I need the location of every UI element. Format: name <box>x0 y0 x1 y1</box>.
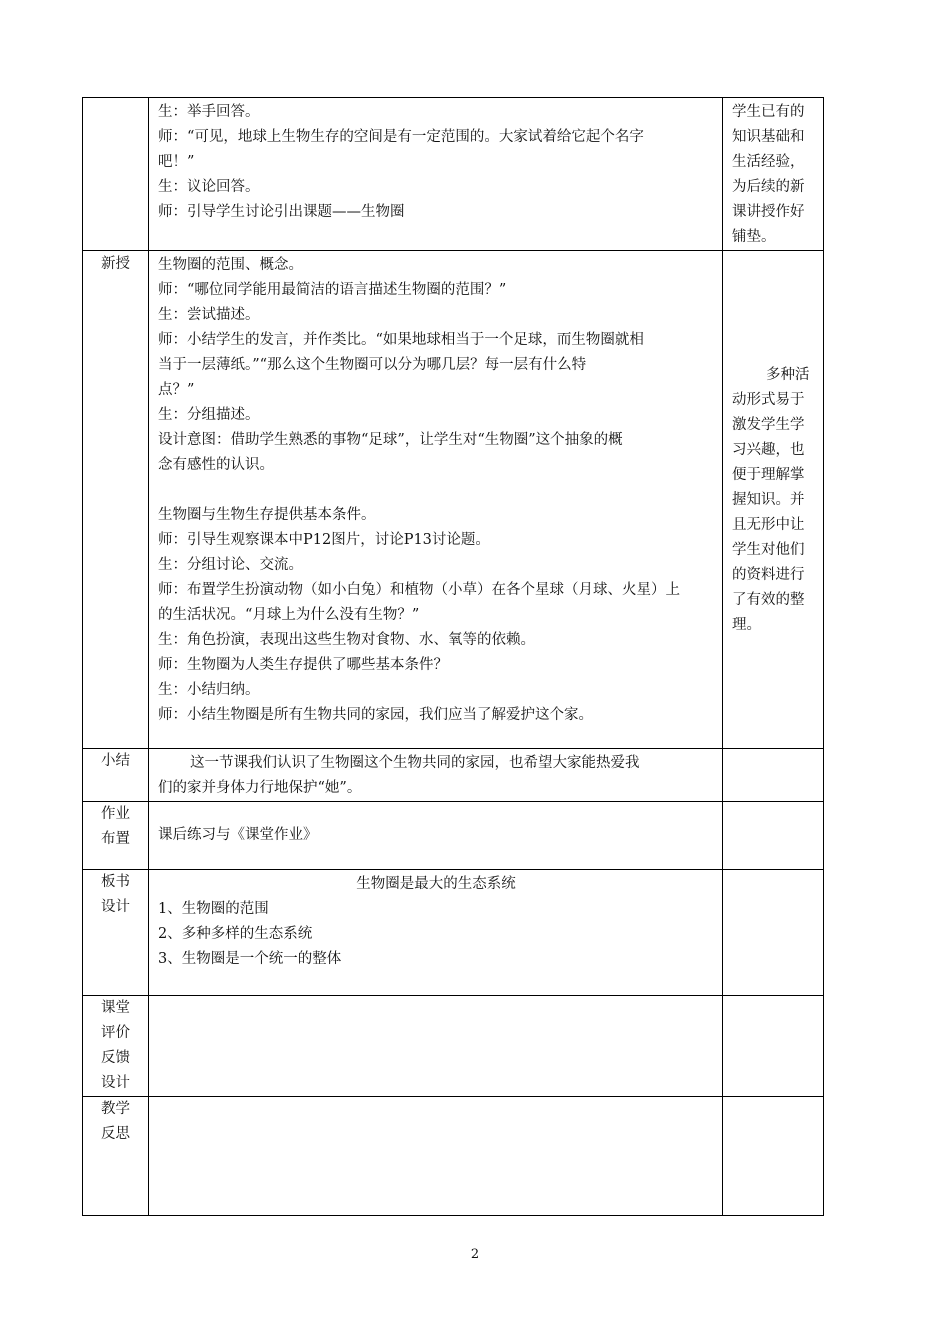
new-lesson-note-line: 动形式易于 <box>732 392 805 408</box>
new-lesson-line: 师：小结学生的发言，并作类比。“如果地球相当于一个足球，而生物圈就相 <box>158 332 644 348</box>
new-lesson-note-line: 习兴趣，也 <box>732 442 805 458</box>
row-homework <box>83 802 824 870</box>
new-lesson-line: 生：小结归纳。 <box>158 682 260 698</box>
new-lesson-note-line: 学生对他们 <box>732 542 805 558</box>
board-item: 3、生物圈是一个统一的整体 <box>158 951 342 967</box>
intro-note-line: 知识基础和 <box>732 129 805 145</box>
board-label: 设计 <box>101 899 130 915</box>
new-lesson-line: 师：小结生物圈是所有生物共同的家园，我们应当了解爱护这个家。 <box>158 707 593 723</box>
row-reflection <box>83 1097 824 1216</box>
board-content-cell <box>149 870 723 996</box>
new-lesson-line: 设计意图：借助学生熟悉的事物“足球”，让学生对“生物圈”这个抽象的概 <box>158 432 623 448</box>
feedback-label-cell <box>83 996 149 1097</box>
new-lesson-note-cell <box>723 251 824 749</box>
row-feedback <box>83 996 824 1097</box>
new-lesson-line: 师：生物圈为人类生存提供了哪些基本条件？ <box>158 657 448 673</box>
new-lesson-note-line: 多种活 <box>766 367 810 383</box>
board-item: 2、多种多样的生态系统 <box>158 926 313 942</box>
homework-note-cell <box>723 802 824 870</box>
new-lesson-note-line: 便于理解掌 <box>732 467 805 483</box>
homework-content-cell <box>149 802 723 870</box>
new-lesson-note-line: 握知识。并 <box>732 492 805 508</box>
lesson-plan-table <box>82 97 824 1216</box>
feedback-label: 设计 <box>101 1075 130 1091</box>
new-lesson-line: 当于一层薄纸。”“那么这个生物圈可以分为哪几层？每一层有什么特 <box>158 357 587 373</box>
intro-note-line: 学生已有的 <box>732 104 805 120</box>
new-lesson-line: 生物圈的范围、概念。 <box>158 257 303 273</box>
reflection-label-cell <box>83 1097 149 1216</box>
intro-label-cell <box>83 98 149 251</box>
new-lesson-line: 师：引导生观察课本中P12图片，讨论P13讨论题。 <box>158 532 490 548</box>
row-board <box>83 870 824 996</box>
new-lesson-label-cell <box>83 251 149 749</box>
homework-content: 课后练习与《课堂作业》 <box>158 827 318 843</box>
new-lesson-line: 师：布置学生扮演动物（如小白兔）和植物（小草）在各个星球（月球、火星）上 <box>158 582 680 598</box>
feedback-label: 课堂 <box>101 1000 130 1016</box>
intro-note-cell <box>723 98 824 251</box>
new-lesson-note-line: 理。 <box>732 617 761 633</box>
board-label-cell <box>83 870 149 996</box>
intro-note-line: 铺垫。 <box>732 229 776 245</box>
new-lesson-note-line: 的资料进行 <box>732 567 805 583</box>
board-title: 生物圈是最大的生态系统 <box>356 876 516 892</box>
feedback-note-cell <box>723 996 824 1097</box>
homework-label: 布置 <box>101 831 130 847</box>
homework-label-cell <box>83 802 149 870</box>
page-number: 2 <box>470 1247 480 1262</box>
row-summary <box>83 749 824 802</box>
intro-line: 生：议论回答。 <box>158 179 260 195</box>
reflection-label: 教学 <box>101 1101 130 1117</box>
new-lesson-content-cell <box>149 251 723 749</box>
new-lesson-line: 生：分组描述。 <box>158 407 260 423</box>
summary-content-cell <box>149 749 723 802</box>
summary-label: 小结 <box>101 753 130 769</box>
board-item: 1、生物圈的范围 <box>158 901 269 917</box>
new-lesson-line: 生物圈与生物生存提供基本条件。 <box>158 507 376 523</box>
reflection-label: 反思 <box>101 1126 130 1142</box>
new-lesson-note-line: 且无形中让 <box>732 517 805 533</box>
intro-line: 生：举手回答。 <box>158 104 260 120</box>
feedback-content-cell <box>149 996 723 1097</box>
intro-note-line: 课讲授作好 <box>732 204 805 220</box>
paragraph-gap <box>158 478 714 503</box>
row-new-lesson <box>83 251 824 749</box>
intro-line: 师：“可见，地球上生物生存的空间是有一定范围的。大家试着给它起个名字 <box>158 129 644 145</box>
intro-note-line: 为后续的新 <box>732 179 805 195</box>
feedback-label: 反馈 <box>101 1050 130 1066</box>
new-lesson-note-line: 激发学生学 <box>732 417 805 433</box>
intro-line: 吧！” <box>158 154 195 170</box>
intro-note-line: 生活经验， <box>732 154 805 170</box>
summary-note-cell <box>723 749 824 802</box>
new-lesson-label: 新授 <box>101 256 130 272</box>
new-lesson-line: 生：角色扮演，表现出这些生物对食物、水、氧等的依赖。 <box>158 632 535 648</box>
new-lesson-line: 师：“哪位同学能用最简洁的语言描述生物圈的范围？” <box>158 282 507 298</box>
reflection-note-cell <box>723 1097 824 1216</box>
row-intro <box>83 98 824 251</box>
new-lesson-line: 念有感性的认识。 <box>158 457 274 473</box>
new-lesson-line: 的生活状况。“月球上为什么没有生物？” <box>158 607 420 623</box>
new-lesson-line: 点？” <box>158 382 195 398</box>
homework-label: 作业 <box>101 806 130 822</box>
reflection-content-cell <box>149 1097 723 1216</box>
board-label: 板书 <box>101 874 130 890</box>
new-lesson-line: 生：尝试描述。 <box>158 307 260 323</box>
board-note-cell <box>723 870 824 996</box>
summary-line: 这一节课我们认识了生物圈这个生物共同的家园，也希望大家能热爱我 <box>190 755 640 771</box>
new-lesson-line: 生：分组讨论、交流。 <box>158 557 303 573</box>
intro-content-cell <box>149 98 723 251</box>
summary-label-cell <box>83 749 149 802</box>
new-lesson-note-line: 了有效的整 <box>732 592 805 608</box>
feedback-label: 评价 <box>101 1025 130 1041</box>
summary-line: 们的家并身体力行地保护“她”。 <box>158 780 362 796</box>
intro-line: 师：引导学生讨论引出课题——生物圈 <box>158 204 405 220</box>
